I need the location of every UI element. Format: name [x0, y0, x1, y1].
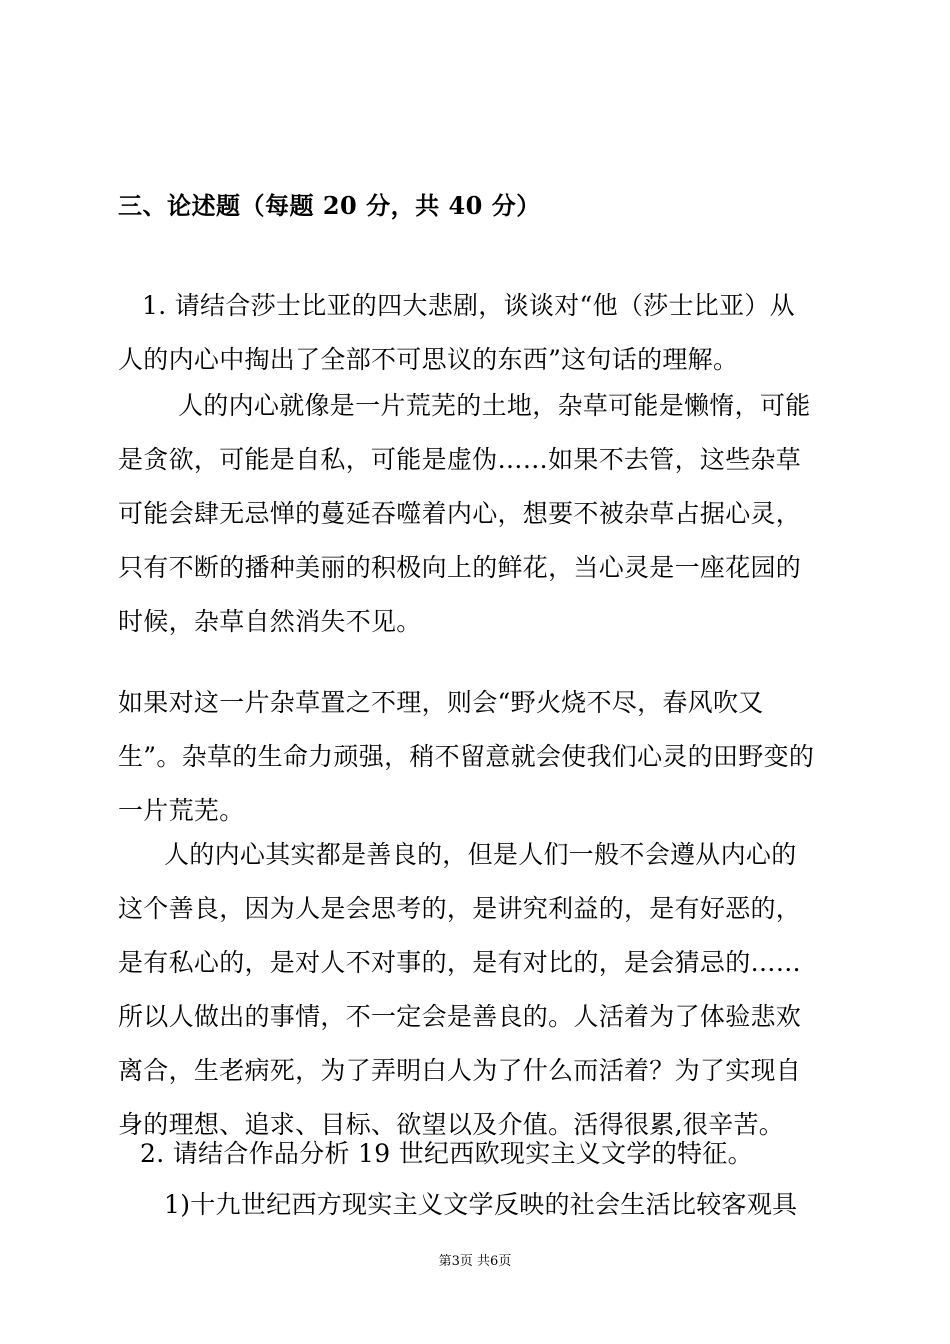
question-1-text: 1. 请结合莎士比亚的四大悲剧，谈谈对“他（莎士比亚）从人的内心中掏出了全部不可思议的东西”这句话的理解。	[118, 291, 795, 374]
answer-1-paragraph-2-block	[118, 676, 818, 838]
answer-1-paragraph-3-block	[118, 828, 818, 1152]
answer-2-paragraph-1-block	[118, 1178, 818, 1232]
question-2-block	[118, 1127, 818, 1181]
answer-1-paragraph-1: 人的内心就像是一片荒芜的土地，杂草可能是懒惰，可能是贪欲，可能是自私，可能是虚伪……如果不去管，这些杂草可能会肆无忌惮的蔓延吞噬着内心，想要不被杂草占据心灵，只有不断的播种美丽的积极向上的鲜花，当心灵是一座花园的时候，杂草自然消失不见。	[118, 391, 811, 636]
answer-1-paragraph-1-block	[118, 379, 818, 649]
answer-2-paragraph-1: 1)十九世纪西方现实主义文学反映的社会生活比较客观具	[164, 1190, 798, 1219]
section-title: 三、论述题（每题 20 分，共 40 分）	[118, 191, 541, 220]
answer-1-paragraph-3: 人的内心其实都是善良的，但是人们一般不会遵从内心的这个善良，因为人是会思考的，是讲究利益的，是有好恶的，是有私心的，是对人不对事的，是有对比的，是会猜忌的……所以人做出的事情，不一定会是善良的。人活着为了体验悲欢离合，生老病死，为了弄明白人为了什么而活着？为了实现自身的理想、追求、目标、欲望以及介值。活得很累,很辛苦。	[118, 840, 802, 1139]
question-1-block	[118, 279, 818, 387]
page-footer: 第3页 共6页	[438, 1254, 512, 1269]
question-2-text: 2. 请结合作品分析 19 世纪西欧现实主义文学的特征。	[140, 1139, 753, 1168]
answer-1-paragraph-2: 如果对这一片杂草置之不理，则会“野火烧不尽，春风吹又生”。杂草的生命力顽强，稍不留意就会使我们心灵的田野变的一片荒芜。	[118, 688, 815, 825]
